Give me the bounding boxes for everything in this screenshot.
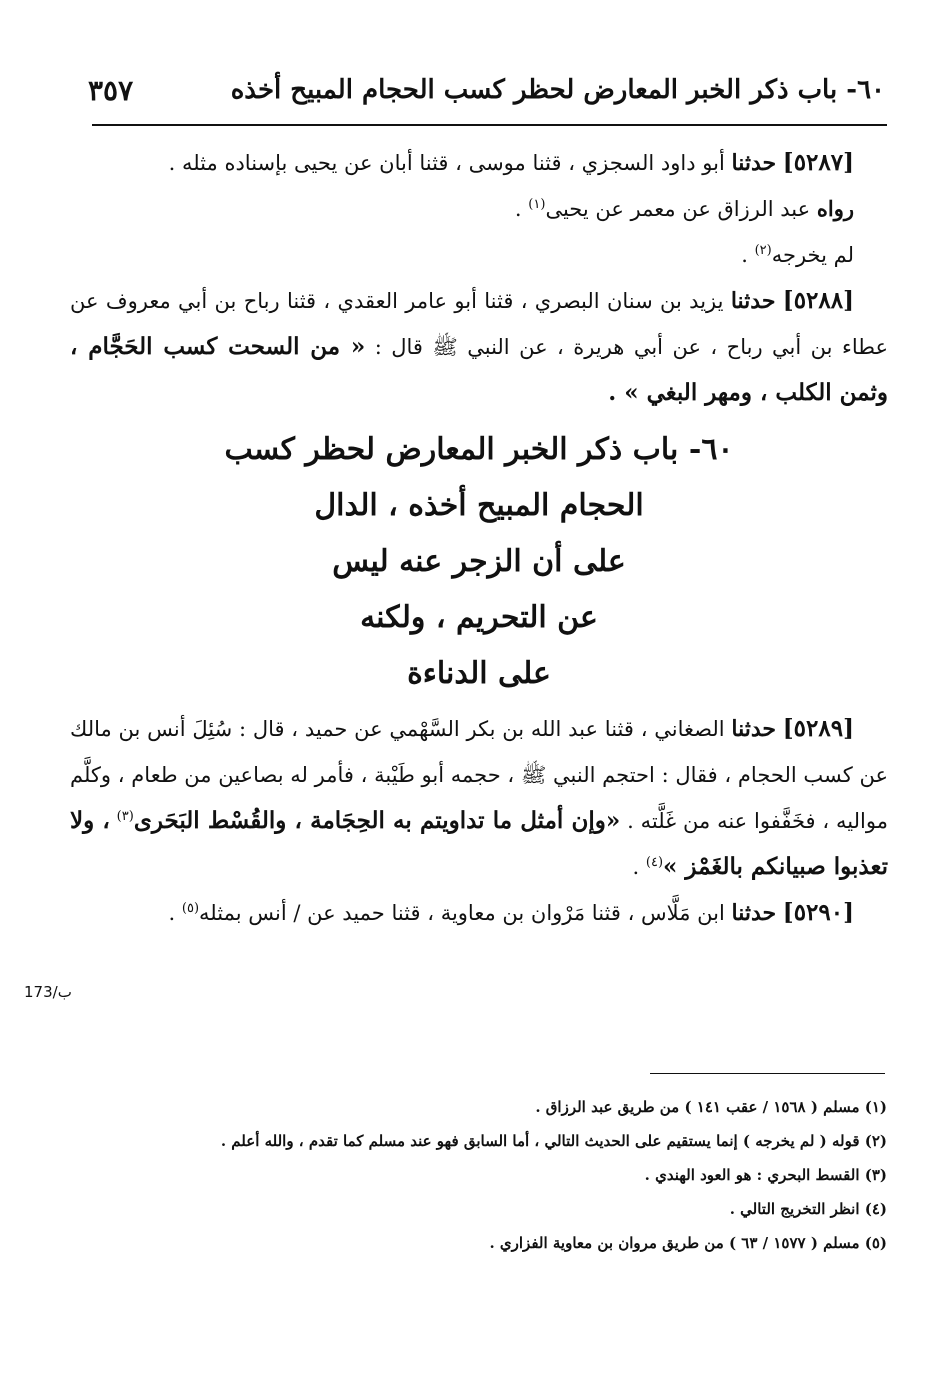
manuscript-folio-mark: 173/ب [24, 983, 72, 1001]
chapter-line: عن التحريم ، ولكنه [360, 600, 598, 635]
footnote-ref-4: (٤) [645, 855, 664, 870]
riwaya-note [70, 186, 888, 232]
lam-yukhrijhu-end: . [741, 243, 748, 267]
footnotes [107, 1090, 887, 1260]
chapter-heading [70, 422, 888, 702]
hadith-number: [٥٢٨٨] [782, 287, 854, 314]
hadith-quote: ، ولا تعذبوا صبيانكم بالغَمْز » [70, 807, 888, 880]
riwaya-end: . [514, 197, 522, 221]
footnote-ref-3: (٣) [116, 809, 134, 824]
chapter-line: على الدناءة [407, 656, 551, 691]
footnote-5: (٥) مسلم ( ١٥٧٧ / ٦٣ ) من طريق مروان بن معاوية الفزاري . [489, 1234, 887, 1252]
hadith-5287 [70, 140, 888, 186]
hadith-number: [٥٢٩٠] [782, 899, 854, 926]
chapter-line: ٦٠- باب ذكر الخبر المعارض لحظر كسب [224, 432, 734, 467]
lam-yukhrijhu-note [70, 232, 888, 278]
haddathana: حدثنا [731, 900, 777, 926]
footnote-1: (١) مسلم ( ١٥٦٨ / عقب ١٤١ ) من طريق عبد الرزاق . [535, 1098, 887, 1116]
hadith-5290 [70, 890, 888, 936]
haddathana: حدثنا [731, 150, 777, 176]
hadith-number: [٥٢٨٧] [782, 149, 854, 176]
haddathana: حدثنا [730, 288, 776, 314]
footnote-ref-1: (١) [528, 197, 546, 212]
footnote-ref-5: (٥) [181, 901, 200, 916]
hadith-number: [٥٢٨٩] [782, 715, 854, 742]
footnote-4: (٤) انظر التخريج التالي . [729, 1200, 887, 1218]
hadith-quote: « من السحت كسب الحَجَّام ، وثمن الكلب ، ومهر البغي » . [70, 333, 888, 406]
hadith-quote: «وإن أمثل ما تداويتم به الحِجَامة ، والقُسْط البَحَرى [133, 807, 621, 834]
main-text [70, 140, 888, 936]
chapter-line: الحجام المبيح أخذه ، الدال [314, 488, 644, 523]
page-number: ٣٥٧ [88, 73, 134, 107]
riwaya-lead: رواه [816, 196, 854, 221]
riwaya-text: عبد الرزاق عن معمر عن يحيى [545, 197, 811, 221]
footnote-ref-2: (٢) [754, 243, 772, 258]
hadith-end: . [168, 901, 176, 925]
hadith-text: الصغاني ، قثنا عبد الله بن بكر السَّهْمي عن حميد ، قال : سُئِلَ أنس بن مالك عن كسب الحجام ، فقال : احتجم النبي ﷺ ، حجمه أبو طَيْبة ، فأمر له بصاعين من طعام ، وكلَّم مواليه ، فخَفَّفوا عنه من غَلَّته . [70, 717, 888, 833]
hadith-5289 [70, 706, 888, 890]
hadith-5288 [70, 278, 888, 416]
running-title: ٦٠- باب ذكر الخبر المعارض لحظر كسب الحجام المبيح أخذه [230, 75, 885, 105]
running-head [88, 68, 885, 112]
footnote-rule [650, 1073, 885, 1074]
chapter-line: على أن الزجر عنه ليس [332, 544, 626, 579]
hadith-text: ابن مَلَّاس ، قثنا مَرْوان بن معاوية ، قثنا حميد عن / أنس بمثله [199, 901, 725, 925]
haddathana: حدثنا [731, 716, 776, 742]
hadith-end: . [632, 855, 640, 879]
hadith-text: أبو داود السجزي ، قثنا موسى ، قثنا أبان عن يحيى بإسناده مثله . [168, 151, 725, 175]
footnote-2: (٢) قوله ( لم يخرجه ) إنما يستقيم على الحديث التالي ، أما السابق فهو عند مسلم كما تقدم ، والله أعلم . [220, 1132, 887, 1150]
hadith-text: يزيد بن سنان البصري ، قثنا أبو عامر العقدي ، قثنا رباح بن أبي معروف عن عطاء بن أبي رباح ، عن أبي هريرة ، عن النبي ﷺ قال : [70, 289, 888, 359]
lam-yukhrijhu-text: لم يخرجه [771, 243, 854, 267]
footnote-3: (٣) القسط البحري : هو العود الهندي . [644, 1166, 887, 1184]
header-rule [92, 124, 887, 126]
